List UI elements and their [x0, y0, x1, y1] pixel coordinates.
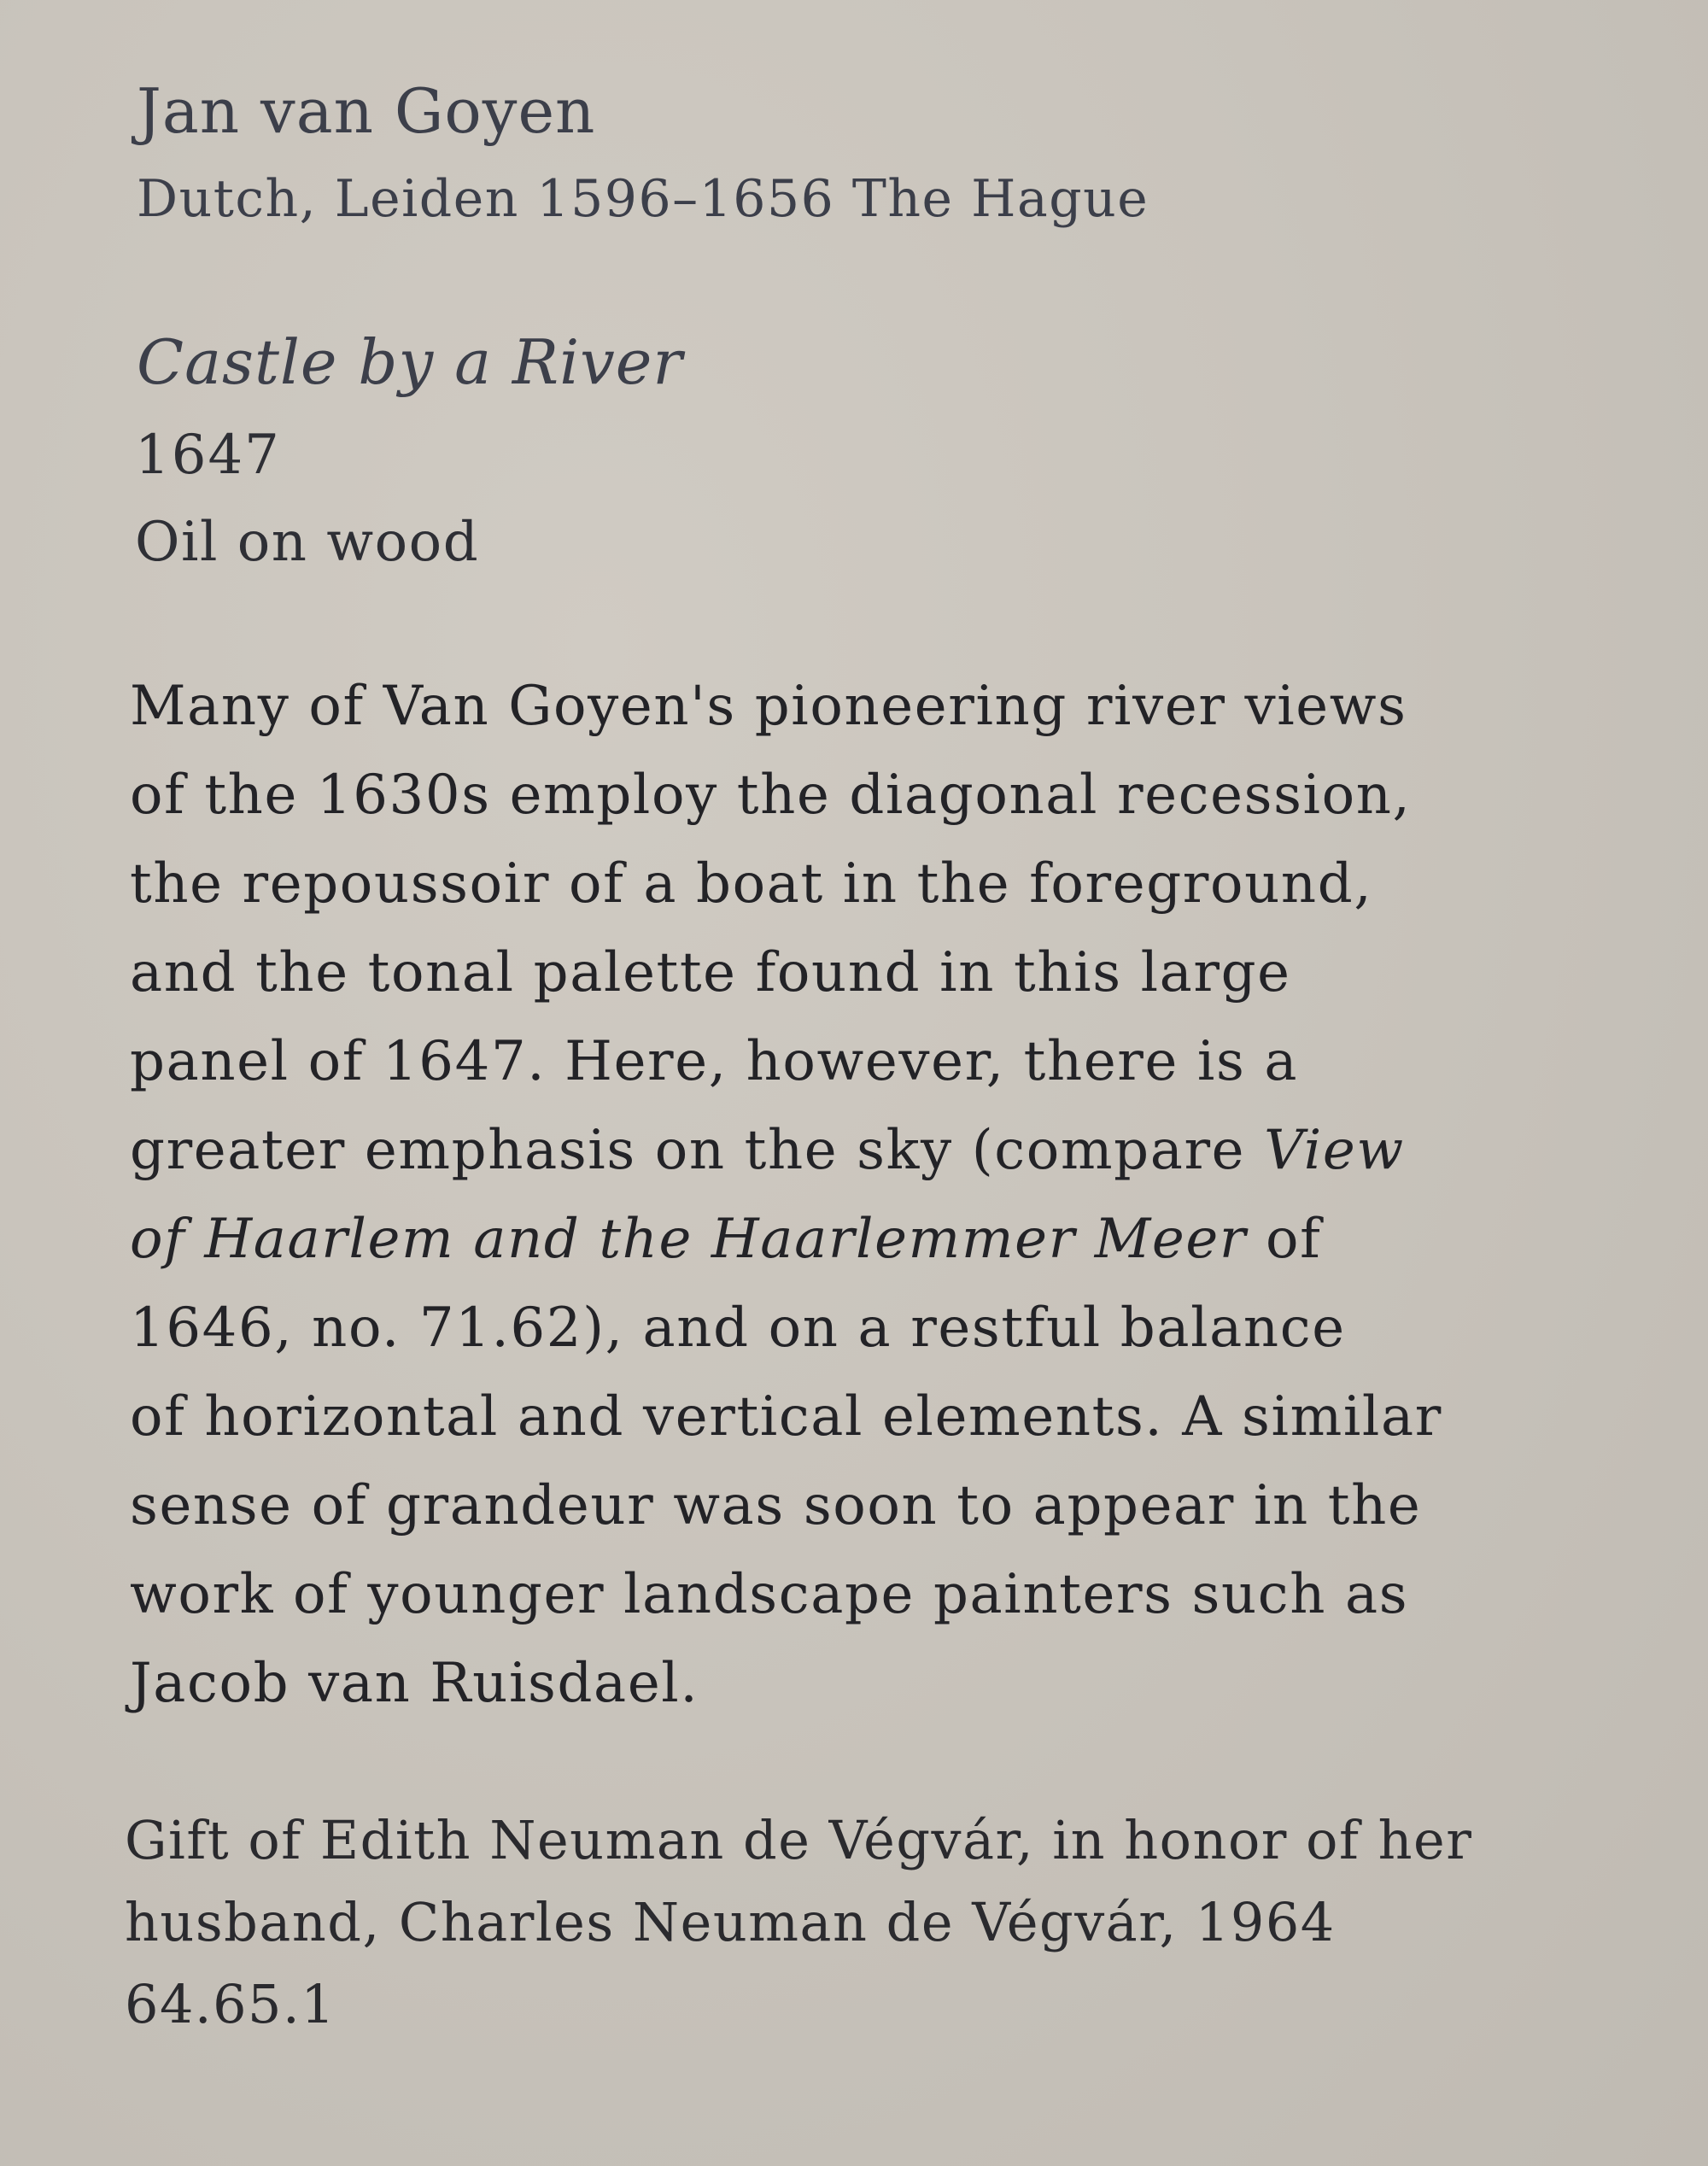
- description-line: work of younger landscape painters such as: [130, 1563, 1409, 1626]
- accession-number: 64.65.1: [125, 1973, 336, 2035]
- description-line: the repoussoir of a boat in the foreground,: [130, 852, 1373, 916]
- referenced-work-title: View: [1264, 1119, 1405, 1182]
- description-line: Many of Van Goyen's pioneering river views: [130, 675, 1407, 738]
- referenced-work-title: of Haarlem and the Haarlemmer Meer: [130, 1208, 1248, 1271]
- description-line: Jacob van Ruisdael.: [130, 1652, 699, 1715]
- artwork-title: Castle by a River: [137, 326, 683, 398]
- credit-line: husband, Charles Neuman de Végvár, 1964: [125, 1891, 1336, 1953]
- description-line: of the 1630s employ the diagonal recession,: [130, 764, 1412, 827]
- credit-line: Gift of Edith Neuman de Végvár, in honor of her: [125, 1809, 1473, 1871]
- description-line: and the tonal palette found in this large: [130, 941, 1291, 1004]
- description-line: panel of 1647. Here, however, there is a: [130, 1030, 1299, 1093]
- artwork-date: 1647: [135, 424, 281, 487]
- description-line: [130, 1119, 1405, 1182]
- description-text: of: [1247, 1208, 1322, 1271]
- description-line: of horizontal and vertical elements. A similar: [130, 1385, 1442, 1449]
- description-line: 1646, no. 71.62), and on a restful balance: [130, 1297, 1346, 1360]
- artist-nationality-dates: Dutch, Leiden 1596–1656 The Hague: [137, 169, 1149, 229]
- description-text: greater emphasis on the sky (compare: [130, 1119, 1265, 1182]
- artwork-medium: Oil on wood: [135, 511, 480, 574]
- artist-name: Jan van Goyen: [137, 75, 596, 147]
- description-line: sense of grandeur was soon to appear in the: [130, 1474, 1422, 1537]
- description-line: [130, 1208, 1321, 1271]
